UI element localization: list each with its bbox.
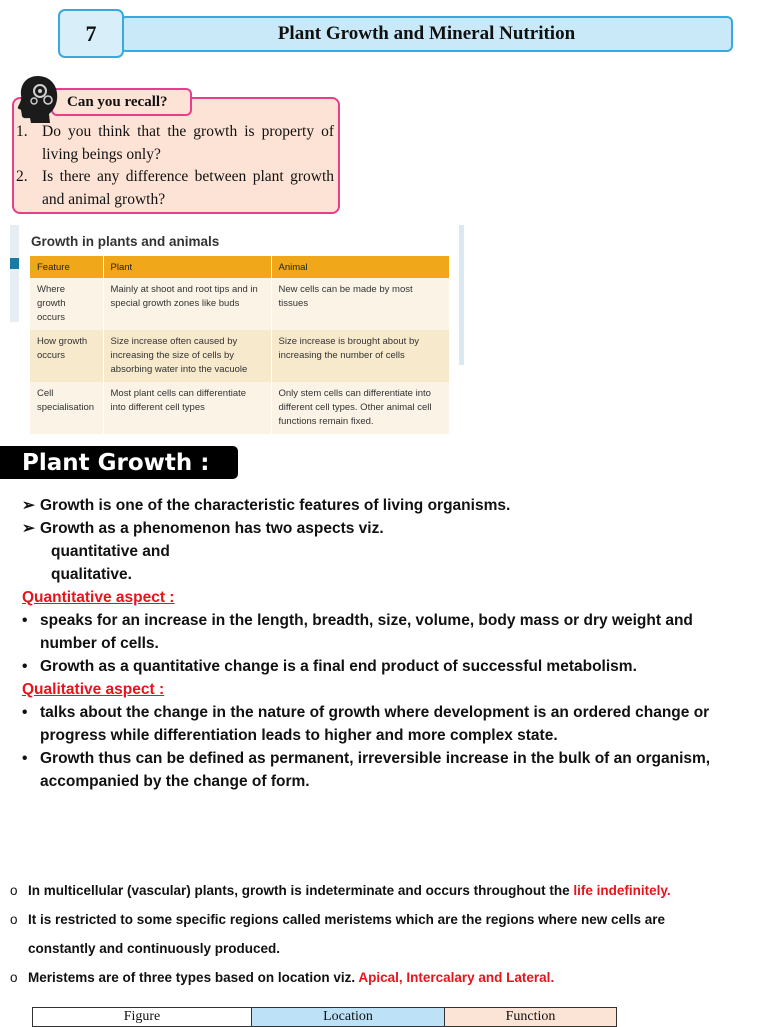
question-number: 1. <box>16 123 28 140</box>
table-cell: Mainly at shoot and root tips and in special growth zones like buds <box>103 278 271 330</box>
point-text: It is restricted to some specific regions called meristems which are the regions where new cells are <box>28 912 665 927</box>
table-cell: Most plant cells can differentiate into different cell types <box>103 382 271 434</box>
circle-point-text <box>28 876 671 905</box>
table-cell: Size increase is brought about by increasing the number of cells <box>271 330 450 382</box>
arrow-point-text: Growth is one of the characteristic features of living organisms. <box>40 497 511 514</box>
point-text: constantly and continuously produced. <box>28 941 281 956</box>
arrow-bullet-icon: ➢ <box>22 520 35 537</box>
circle-point-text <box>28 963 554 992</box>
bullet-icon: • <box>22 658 28 675</box>
table-cell: How growth occurs <box>30 330 103 382</box>
circle-bullet-icon: o <box>10 912 18 927</box>
arrow-point-text: Growth as a phenomenon has two aspects viz. <box>40 520 384 537</box>
bullet-point <box>22 609 752 655</box>
chapter-number <box>58 9 124 58</box>
point-text: In multicellular (vascular) plants, growth is indeterminate and occurs throughout the <box>28 883 574 898</box>
table-right-strip <box>459 225 464 365</box>
plant-growth-notes <box>22 494 752 793</box>
chapter-number-text: 7 <box>85 20 97 46</box>
table-row <box>30 330 450 382</box>
column-header: Feature <box>30 256 103 278</box>
table-cell: Cell specialisation <box>30 382 103 434</box>
recall-heading <box>51 88 192 116</box>
chapter-title-text: Plant Growth and Mineral Nutrition <box>277 23 576 44</box>
question-number: 2. <box>16 168 28 185</box>
arrow-point <box>22 517 752 540</box>
bullet-icon: • <box>22 612 28 629</box>
meristem-notes <box>10 876 750 992</box>
table-cell: Only stem cells can differentiate into different cell types. Other animal cell functions remain fixed. <box>271 382 450 434</box>
circle-point <box>10 963 750 992</box>
circle-point <box>10 876 750 905</box>
table-row <box>30 382 450 434</box>
recall-heading-text: Can you recall? <box>67 93 168 110</box>
bullet-point <box>22 701 752 747</box>
aspect-item: quantitative and <box>51 543 170 560</box>
column-header-location: Location <box>252 1008 445 1026</box>
column-header: Plant <box>103 256 271 278</box>
bullet-text: speaks for an increase in the length, breadth, size, volume, body mass or dry weight and number of cells. <box>40 612 693 652</box>
table-row <box>30 278 450 330</box>
growth-table <box>30 256 450 434</box>
table-cell: Where growth occurs <box>30 278 103 330</box>
bullet-point <box>22 655 752 678</box>
side-strip-marker <box>10 258 19 269</box>
table-cell: New cells can be made by most tissues <box>271 278 450 330</box>
bullet-text: talks about the change in the nature of growth where development is an ordered change or progress while differentiation leads to higher and more complex state. <box>40 704 710 744</box>
recall-question <box>16 166 334 211</box>
bullet-point <box>22 747 752 793</box>
table-cell: Size increase often caused by increasing the size of cells by absorbing water into the vacuole <box>103 330 271 382</box>
column-header-function: Function <box>445 1008 616 1026</box>
circle-bullet-icon: o <box>10 970 18 985</box>
point-text: Meristems are of three types based on location viz. <box>28 970 359 985</box>
chapter-title <box>120 16 733 52</box>
qualitative-heading: Qualitative aspect : <box>22 681 165 698</box>
circle-point-continuation <box>10 934 750 963</box>
growth-table-title: Growth in plants and animals <box>31 234 220 249</box>
meristem-table-header <box>32 1007 617 1027</box>
plant-growth-heading: Plant Growth : <box>22 449 210 476</box>
bullet-text: Growth thus can be defined as permanent, irreversible increase in the bulk of an organism, accompanied by the change of form. <box>40 750 711 790</box>
column-header-figure: Figure <box>33 1008 252 1026</box>
recall-questions <box>16 121 334 211</box>
table-header-row <box>30 256 450 278</box>
point-highlight: Apical, Intercalary and Lateral. <box>358 970 555 985</box>
column-header: Animal <box>271 256 450 278</box>
quantitative-heading: Quantitative aspect : <box>22 589 175 606</box>
thinking-head-icon <box>16 74 60 124</box>
bullet-icon: • <box>22 704 28 721</box>
table-side-strip <box>10 225 19 322</box>
question-text: Is there any difference between plant growth and animal growth? <box>42 168 334 208</box>
point-highlight: life indefinitely. <box>573 883 671 898</box>
aspect-item: qualitative. <box>51 566 132 583</box>
growth-table-figure <box>10 225 465 427</box>
bullet-icon: • <box>22 750 28 767</box>
question-text: Do you think that the growth is property of living beings only? <box>42 123 334 163</box>
circle-point <box>10 905 750 934</box>
arrow-point <box>22 494 752 517</box>
plant-growth-banner <box>0 446 238 479</box>
bullet-text: Growth as a quantitative change is a final end product of successful metabolism. <box>40 658 637 675</box>
recall-question <box>16 121 334 166</box>
circle-bullet-icon: o <box>10 883 18 898</box>
arrow-bullet-icon: ➢ <box>22 497 35 514</box>
